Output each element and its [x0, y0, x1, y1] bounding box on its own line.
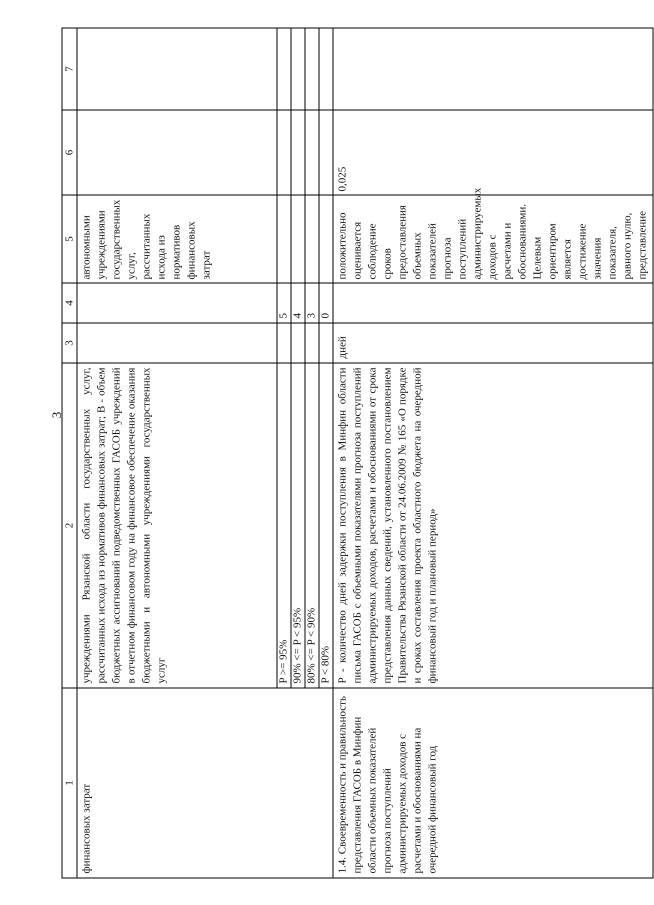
unit-cell [77, 323, 277, 363]
weight-cell: 0,025 [333, 110, 653, 195]
header-cell-2: 2 [62, 363, 77, 688]
score-comment [305, 195, 319, 283]
continuation-row [77, 28, 277, 878]
page-number: 3 [49, 411, 64, 419]
indicator-row-1-4 [333, 28, 653, 878]
score-note [305, 28, 319, 110]
weight-cell [77, 110, 277, 195]
score-weight [319, 110, 333, 195]
score-note [291, 28, 305, 110]
header-cell-6: 6 [62, 110, 77, 195]
score-cell [77, 283, 277, 323]
header-cell-1: 1 [62, 688, 77, 878]
indicator-table [62, 27, 654, 878]
comment-cell: автономными учреждениями государственных услуг, рассчитанных исхода из нормативов финансовых затрат [77, 195, 277, 283]
score-condition: P < 80% [319, 363, 333, 688]
header-row [62, 28, 77, 878]
landscape-table-sheet [62, 28, 649, 878]
score-unit [305, 323, 319, 363]
unit-cell: дней [333, 323, 653, 363]
score-unit [319, 323, 333, 363]
score-comment [319, 195, 333, 283]
score-note [277, 28, 291, 110]
score-value: 5 [277, 283, 291, 323]
score-unit [291, 323, 305, 363]
note-cell [77, 28, 277, 110]
header-cell-4: 4 [62, 283, 77, 323]
header-cell-5: 5 [62, 195, 77, 283]
header-cell-7: 7 [62, 28, 77, 110]
score-comment [277, 195, 291, 283]
calculation-description-cell: учреждениями Рязанской области государственных услуг, рассчитанных исхода из нормативов финансовых затрат; B - объем бюджетных ассигнований подведомственных ГАСОБ учреждений в отчетном финансовом году на финансовое обеспечение оказания бюджетными и автономными учреждениями государственных услуг [77, 363, 277, 688]
score-condition: 90% <= P < 95% [291, 363, 305, 688]
score-value: 0 [319, 283, 333, 323]
score-comment [291, 195, 305, 283]
header-cell-3: 3 [62, 323, 77, 363]
score-note [319, 28, 333, 110]
indicator-name-cell: 1.4. Своевременность и правильность представления ГАСОБ в Минфин области объемных показателей прогноза поступлений администрируемых доходов с расчетами и обоснованиями на очередной финансовый год [333, 688, 653, 878]
comment-cell: положительно оценивается соблюдение сроков предоставления объемных показателей прогноза поступлений администрируемых доходов с расчетами и обоснованиями. Целевым ориентиром является достижение значения показателя, равного нулю, представление [333, 195, 653, 283]
score-weight [277, 110, 291, 195]
score-value: 3 [305, 283, 319, 323]
score-condition: 80% <= P < 90% [305, 363, 319, 688]
score-weight [305, 110, 319, 195]
score-unit [277, 323, 291, 363]
indicator-name-cell: финансовых затрат [77, 688, 333, 878]
score-cell [333, 283, 653, 323]
calculation-description-cell: P - количество дней задержки поступления в Минфин области письма ГАСОБ с объемными показателями прогноза поступлений администрируемых доходов, расчетами и обоснованиями от срока представления данных сведений, установленного постановлением Правительства Рязанской области от 24.06.2009 № 165 «О порядке и сроках составления проекта областного бюджета на очередной финансовый год и плановый период» [333, 363, 653, 688]
score-weight [291, 110, 305, 195]
note-cell [333, 28, 653, 110]
score-condition: P >= 95% [277, 363, 291, 688]
score-value: 4 [291, 283, 305, 323]
